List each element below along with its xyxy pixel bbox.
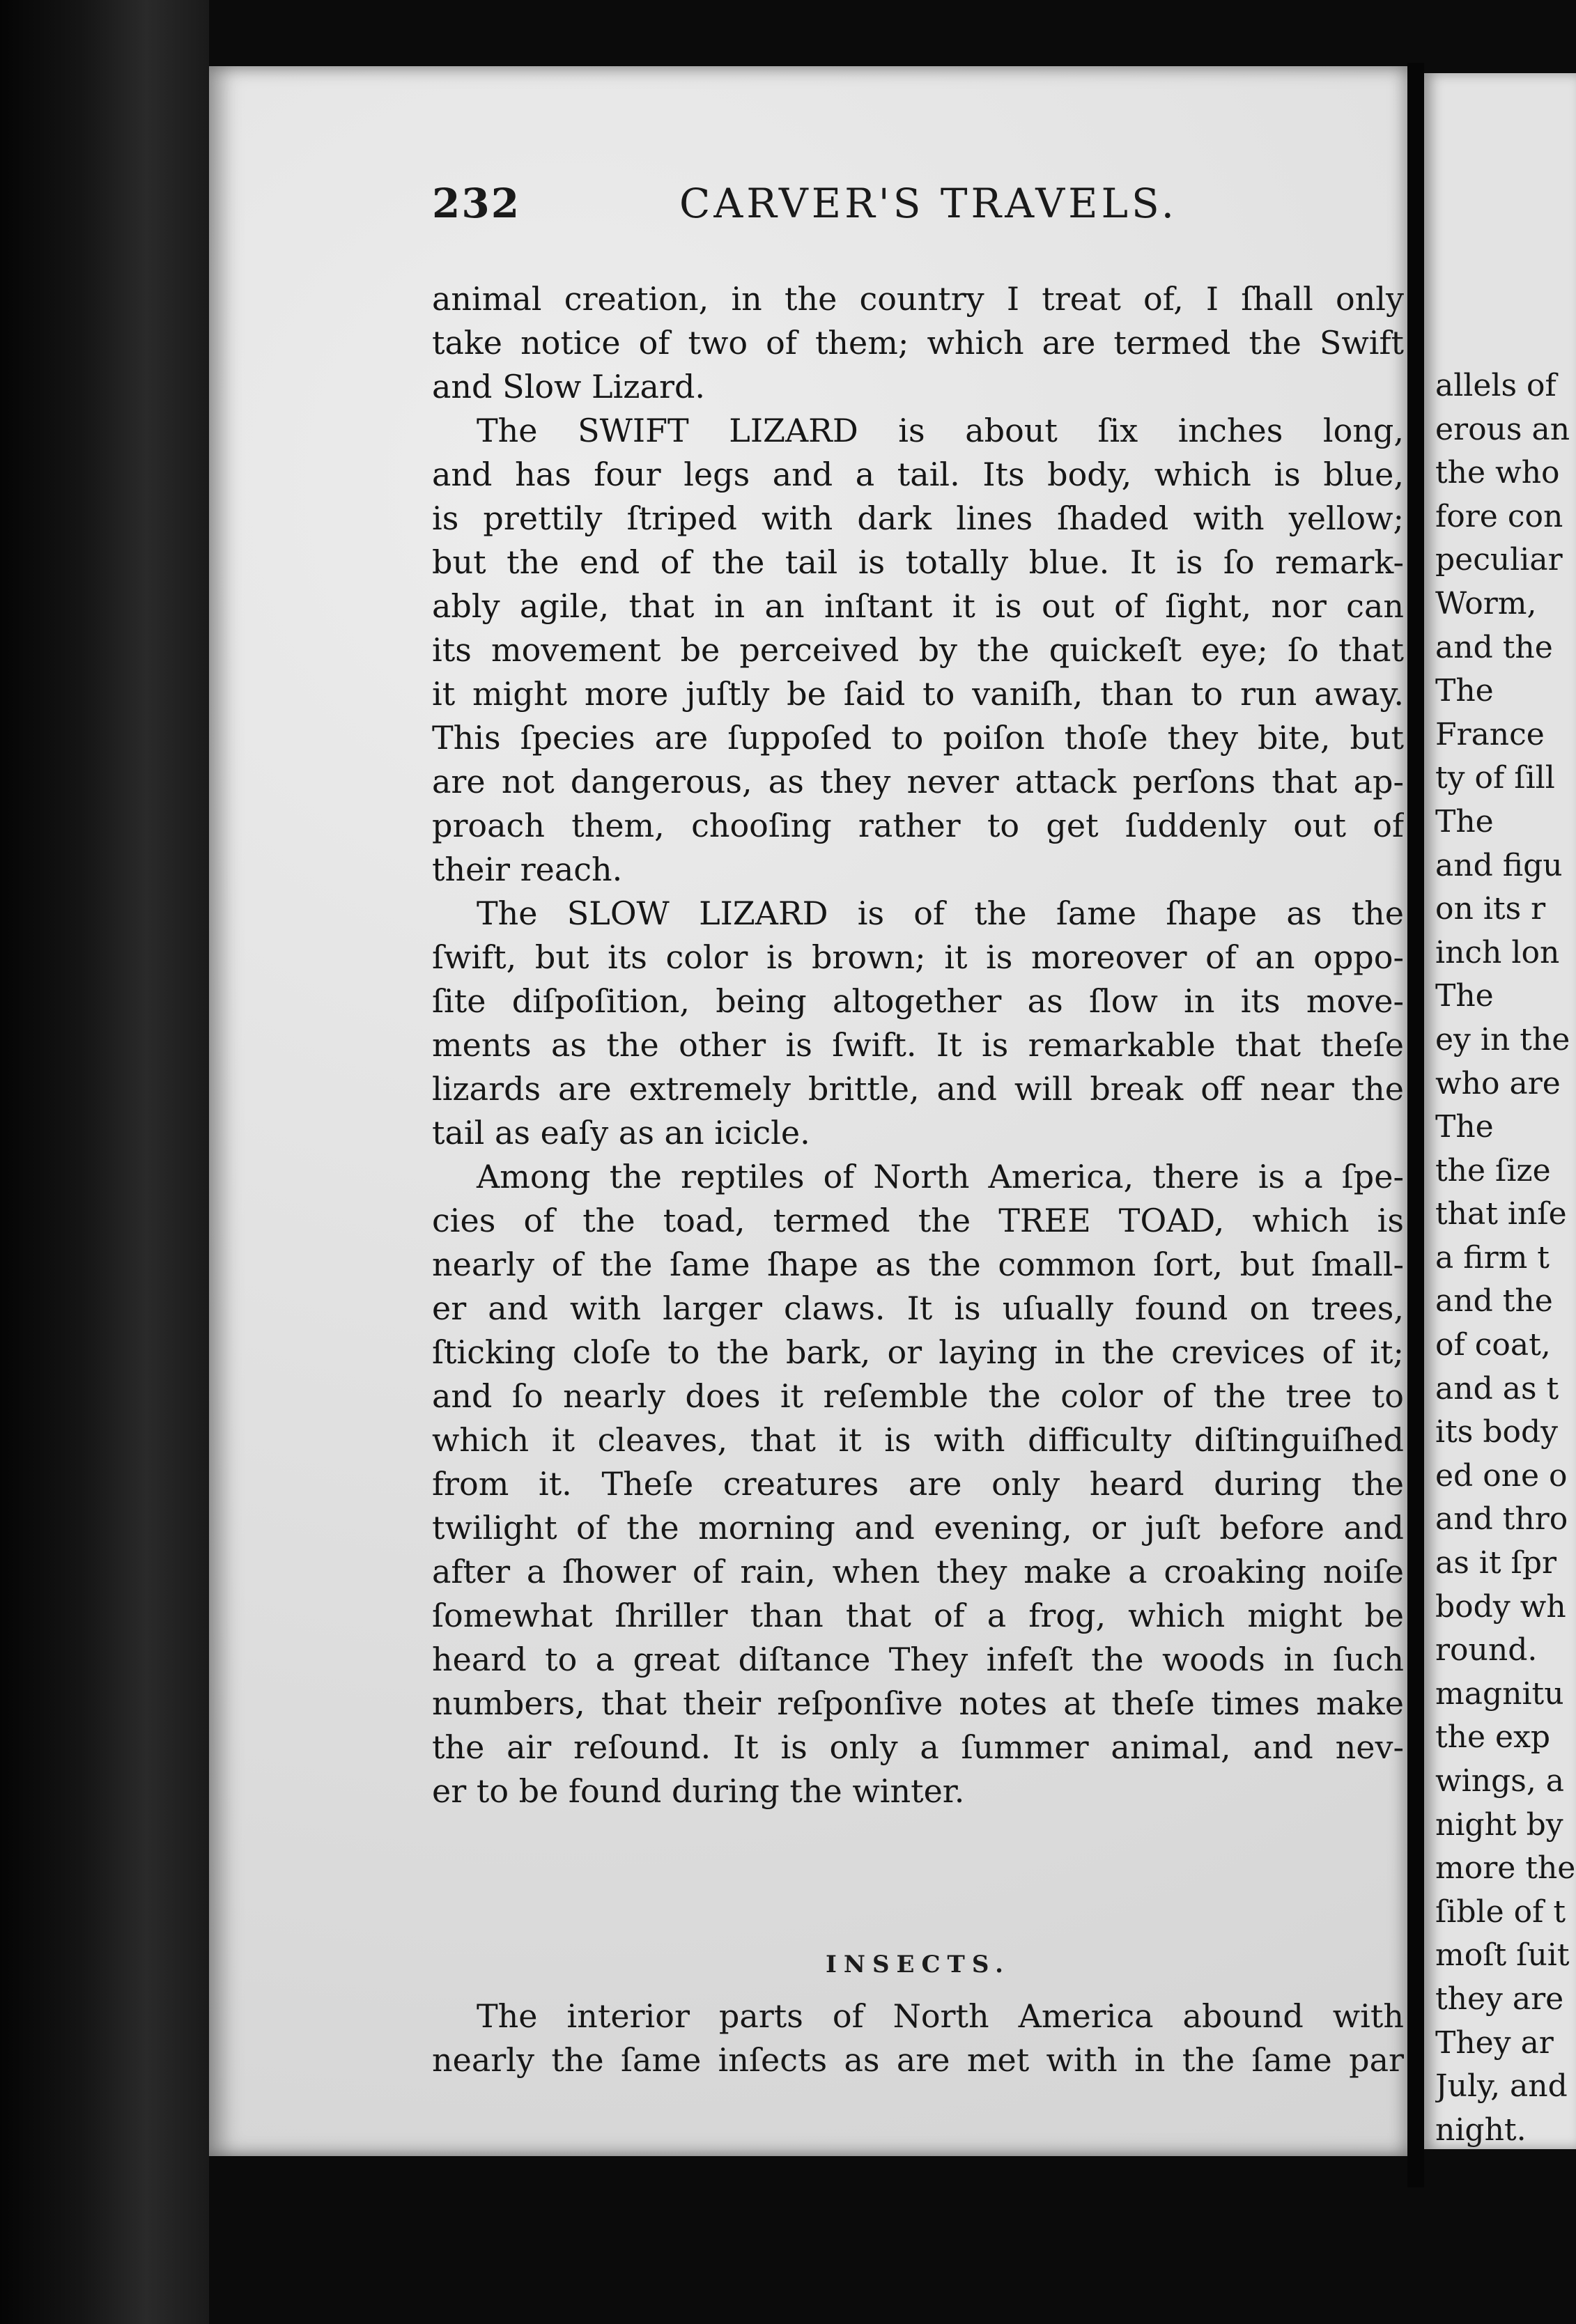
text-line: July, and [1435, 2068, 1568, 2105]
text-line: heard to a great diſtance They infeſt the woods in ſuch [432, 1641, 1404, 1678]
text-line: ty of ſill [1435, 760, 1555, 796]
text-line: proach them, chooſing rather to get ſuddenly out of [432, 807, 1404, 844]
text-line: is prettily ſtriped with dark lines ſhaded with yellow; [432, 499, 1404, 537]
text-line: are not dangerous, as they never attack perſons that ap- [432, 763, 1404, 800]
text-line: their reach. [432, 851, 623, 888]
text-line: and as t [1435, 1370, 1559, 1407]
text-line: the exp [1435, 1719, 1551, 1756]
right-page [1424, 73, 1576, 2149]
text-line: wings, a [1435, 1763, 1565, 1799]
text-line: The interior parts of North America abound with [477, 1997, 1404, 2035]
text-line: the who [1435, 455, 1560, 491]
text-line: Worm, [1435, 585, 1537, 621]
text-line: twilight of the morning and evening, or juſt before and [432, 1509, 1404, 1547]
text-line: they are [1435, 1981, 1564, 2017]
body-text [432, 277, 1404, 1813]
text-line: on its r [1435, 891, 1546, 927]
text-line: the air reſound. It is only a ſummer animal, and nev- [432, 1728, 1404, 1766]
text-line: The [1435, 803, 1494, 839]
text-line: France [1435, 716, 1545, 752]
text-line: ſwift, but its color is brown; it is moreover of an oppo- [432, 938, 1404, 976]
text-line: round. [1435, 1632, 1538, 1668]
text-line: ſite diſpoſition, being altogether as ſlow in its move- [432, 982, 1404, 1020]
text-line: of coat, [1435, 1327, 1551, 1363]
text-line: lizards are extremely brittle, and will break off near the [432, 1070, 1404, 1108]
text-line: er to be found during the winter. [432, 1772, 965, 1810]
text-line: The [1435, 1109, 1494, 1145]
text-line: The [1435, 673, 1494, 709]
text-line: the ſize [1435, 1152, 1551, 1188]
insects-text [432, 1994, 1404, 2082]
text-line: a firm t [1435, 1239, 1550, 1276]
text-line: numbers, that their reſponſive notes at theſe times make [432, 1684, 1404, 1722]
text-line: and figu [1435, 847, 1563, 883]
text-line: erous an [1435, 411, 1570, 447]
text-line: The SLOW LIZARD is of the ſame ſhape as the [477, 894, 1404, 932]
text-line: They ar [1435, 2024, 1554, 2061]
text-line: magnitu [1435, 1675, 1564, 1712]
text-line: after a ſhower of rain, when they make a croaking noiſe [432, 1553, 1404, 1590]
text-line: body wh [1435, 1588, 1566, 1625]
text-line: tail as eaſy as an icicle. [432, 1114, 810, 1152]
text-line: and the [1435, 1283, 1553, 1319]
scan-dark-margin [0, 0, 209, 2324]
text-line: ments as the other is ſwift. It is remarkable that theſe [432, 1026, 1404, 1064]
text-line: which it cleaves, that it is with difficulty diſtinguiſhed [432, 1421, 1404, 1459]
text-line: This ſpecies are ſuppoſed to poiſon thoſe they bite, but [432, 719, 1404, 757]
text-line: er and with larger claws. It is uſually found on trees, [432, 1289, 1404, 1327]
text-line: that inſe [1435, 1196, 1567, 1232]
text-line: ably agile, that in an inſtant it is out of ſight, nor can [432, 587, 1404, 625]
text-line: ed one o [1435, 1457, 1568, 1494]
text-line: peculiar [1435, 542, 1563, 578]
text-line: and has four legs and a tail. Its body, which is blue, [432, 456, 1404, 493]
text-line: as it ſpr [1435, 1545, 1557, 1581]
text-line: it might more juſtly be ſaid to vaniſh, than to run away. [432, 675, 1404, 713]
text-line: moſt ſuit [1435, 1937, 1570, 1974]
text-line: ſible of t [1435, 1893, 1566, 1930]
text-line: allels of [1435, 368, 1556, 403]
text-line: its movement be perceived by the quickeſt eye; ſo that [432, 631, 1404, 669]
text-line: and thro [1435, 1501, 1568, 1537]
text-line: ſomewhat ſhriller than that of a frog, which might be [432, 1597, 1404, 1634]
section-heading: INSECTS. [826, 1951, 1010, 1978]
right-page-text [1435, 364, 1576, 2149]
page-number: 232 [432, 180, 521, 227]
text-line: but the end of the tail is totally blue. It is ſo remark- [432, 543, 1404, 581]
text-line: who are [1435, 1065, 1561, 1101]
text-line: night by [1435, 1806, 1563, 1843]
text-line: ſticking cloſe to the bark, or laying in the crevices of it; [432, 1333, 1404, 1371]
text-line: fore con [1435, 498, 1563, 534]
text-line: ey in the [1435, 1021, 1570, 1058]
text-line: and the [1435, 629, 1553, 665]
text-line: nearly of the ſame ſhape as the common ſort, but ſmall- [432, 1246, 1404, 1283]
text-line: its body [1435, 1414, 1558, 1450]
book-gutter [1407, 63, 1424, 2187]
text-line: The [1435, 978, 1494, 1014]
text-line: night. [1435, 2112, 1527, 2148]
text-line: animal creation, in the country I treat of, I ſhall only [432, 280, 1404, 318]
text-line: Among the reptiles of North America, there is a ſpe- [477, 1158, 1404, 1195]
text-line: take notice of two of them; which are termed the Swift [432, 324, 1404, 362]
text-line: and ſo nearly does it reſemble the color of the tree to [432, 1377, 1404, 1415]
running-head [432, 180, 1407, 242]
text-line: nearly the ſame inſects as are met with in the ſame par [432, 2041, 1404, 2079]
text-line: cies of the toad, termed the TREE TOAD, which is [432, 1202, 1404, 1239]
text-line: more the [1435, 1850, 1576, 1887]
text-line: inch lon [1435, 934, 1560, 970]
text-line: and Slow Lizard. [432, 368, 706, 405]
text-line: The SWIFT LIZARD is about ſix inches long, [477, 412, 1404, 449]
book-title: CARVER'S TRAVELS. [679, 180, 1178, 227]
text-line: from it. Theſe creatures are only heard during the [432, 1465, 1404, 1503]
